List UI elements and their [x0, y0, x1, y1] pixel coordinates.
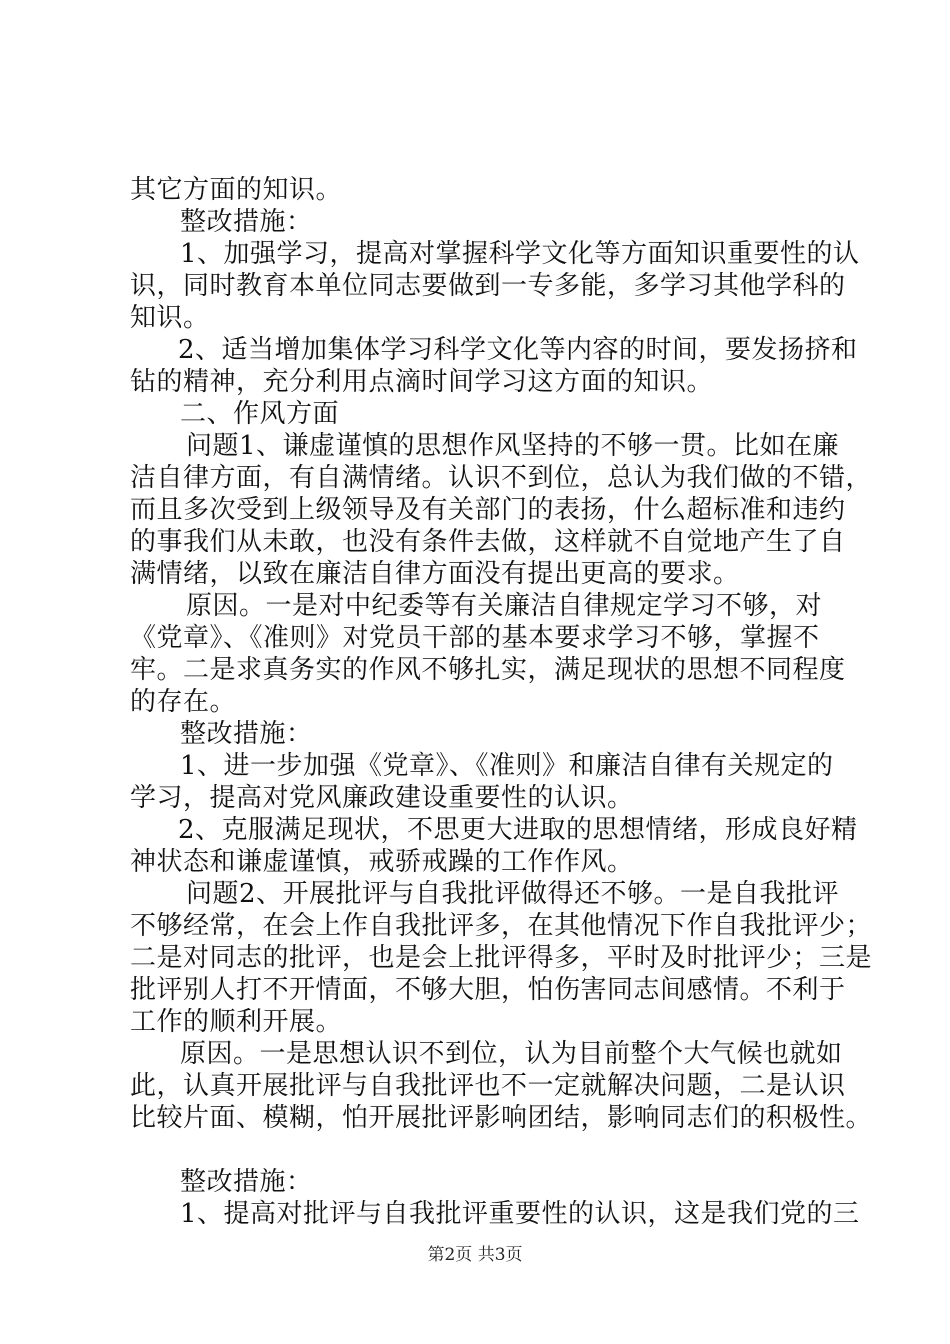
text-line-19: 1、进一步加强《党章》、《准则》和廉洁自律有关规定的 [180, 751, 834, 781]
text-line-26: 批评别人打不开情面，不够大胆，怕伤害同志间感情。不利于 [130, 975, 846, 1005]
text-line-6: 2、适当增加集体学习科学文化等内容的时间，要发扬挤和 [178, 335, 858, 365]
text-line-20: 学习，提高对党风廉政建设重要性的认识。 [130, 783, 634, 813]
text-line-2: 整改措施： [180, 207, 313, 237]
text-line-24: 不够经常，在会上作自我批评多，在其他情况下作自我批评少； [130, 911, 873, 941]
text-line-1: 其它方面的知识。 [130, 175, 343, 205]
text-line-21: 2、克服满足现状，不思更大进取的思想情绪，形成良好精 [178, 815, 858, 845]
text-line-23: 问题2、开展批评与自我批评做得还不够。一是自我批评 [186, 879, 840, 909]
text-line-31: 整改措施： [180, 1167, 313, 1197]
text-line-14: 原因。一是对中纪委等有关廉洁自律规定学习不够，对 [186, 591, 823, 621]
text-line-29: 此，认真开展批评与自我批评也不一定就解决问题，二是认识 [130, 1071, 846, 1101]
text-line-32: 1、提高对批评与自我批评重要性的认识，这是我们党的三 [180, 1199, 860, 1229]
text-line-7: 钻的精神，充分利用点滴时间学习这方面的知识。 [130, 367, 714, 397]
text-line-16: 牢。二是求真务实的作风不够扎实，满足现状的思想不同程度 [130, 655, 846, 685]
text-line-13: 满情绪，以致在廉洁自律方面没有提出更高的要求。 [130, 559, 740, 589]
text-line-3: 1、加强学习，提高对掌握科学文化等方面知识重要性的认 [180, 239, 860, 269]
text-line-30: 比较片面、模糊，怕开展批评影响团结，影响同志们的积极性。 [130, 1103, 873, 1133]
text-line-12: 的事我们从未敢，也没有条件去做，这样就不自觉地产生了自 [130, 527, 846, 557]
text-line-15: 《党章》、《准则》对党员干部的基本要求学习不够，掌握不 [130, 623, 820, 653]
text-line-11: 而且多次受到上级领导及有关部门的表扬，什么超标准和违约 [130, 495, 846, 525]
text-line-18: 整改措施： [180, 719, 313, 749]
text-line-27: 工作的顺利开展。 [130, 1007, 343, 1037]
text-line-9: 问题1、谦虚谨慎的思想作风坚持的不够一贯。比如在廉 [186, 431, 840, 461]
text-line-17: 的存在。 [130, 687, 237, 717]
text-line-10: 洁自律方面，有自满情绪。认识不到位，总认为我们做的不错， [130, 463, 873, 493]
text-line-4: 识，同时教育本单位同志要做到一专多能，多学习其他学科的 [130, 271, 846, 301]
page-number-footer: 第2页 共3页 [427, 1245, 523, 1265]
text-line-5: 知识。 [130, 303, 210, 333]
text-line-28: 原因。一是思想认识不到位，认为目前整个大气候也就如 [180, 1039, 843, 1069]
text-line-25: 二是对同志的批评，也是会上批评得多，平时及时批评少；三是 [130, 943, 873, 973]
section-heading: 二、作风方面 [180, 399, 340, 429]
text-line-22: 神状态和谦虚谨慎，戒骄戒躁的工作作风。 [130, 847, 634, 877]
